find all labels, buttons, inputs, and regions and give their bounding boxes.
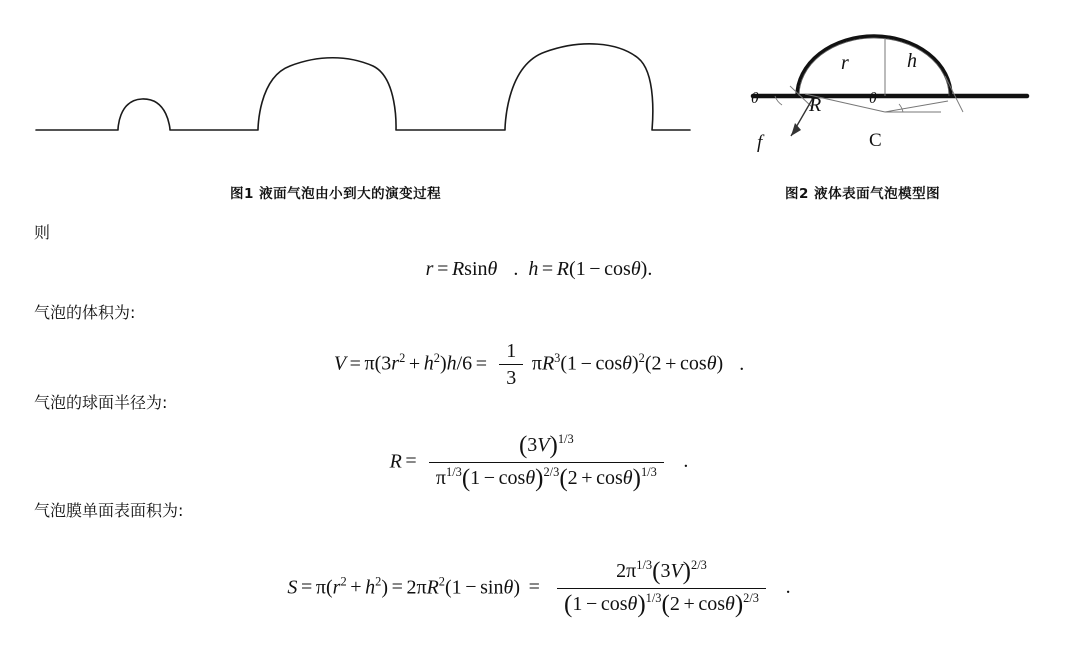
figure-2-label-c: C: [869, 130, 882, 151]
equation-r-h-content: r = Rsinθ . h = R(1 − cosθ).: [425, 258, 653, 280]
equation-r-h: [0, 258, 1078, 281]
equation-sphere-radius: [0, 432, 1078, 494]
figure-1-drawing: [18, 8, 708, 178]
figure-1: [18, 8, 708, 178]
figure-2-label-theta-left: θ: [751, 90, 759, 107]
equation-surface-area: [0, 558, 1078, 620]
text-line-radius: 气泡的球面半径为:: [34, 393, 168, 412]
figure-1-caption: 图1 液面气泡由小到大的演变过程: [230, 186, 442, 202]
figure-2-drawing: [735, 8, 1065, 178]
equation-volume-content: $V = \pi(3r^2 + h^2)h/6$ = $\frac{1}{3}$ $\pi R^3(1 - \cos\theta)^2(2 + \cos\theta)$ .: [333, 340, 745, 389]
figure-2-caption: 图2 液体表面气泡模型图: [785, 186, 941, 202]
equation-sphere-radius-content: R = $\frac{(3V)^{1/3}}{\pi^{1/3}(1 - \cos\theta)^{2/3}(2 + \cos\theta)^{1/3}}$ .: [389, 432, 689, 492]
text-line-then: 则: [34, 223, 51, 242]
figure-2-label-f: f: [757, 132, 763, 153]
figure-2: [735, 8, 1065, 178]
figure-2-label-R: R: [809, 94, 822, 116]
equation-volume: [0, 340, 1078, 390]
equation-surface-area-content: $S = \pi(r^2 + h^2) = 2\pi R^2(1 - \sin\theta)$ = $\frac{2\pi^{1/3}(3V)^{2/3}}{(1 - \cos\theta)^{1/3}(2 + \cos\theta)^{2/3}}$ .: [287, 558, 791, 618]
text-line-volume: 气泡的体积为:: [34, 303, 136, 322]
figure-2-label-r: r: [841, 52, 849, 74]
figure-2-label-h: h: [907, 50, 917, 72]
figure-2-label-theta-center: θ: [869, 90, 877, 107]
text-line-area: 气泡膜单面表面积为:: [34, 501, 184, 520]
